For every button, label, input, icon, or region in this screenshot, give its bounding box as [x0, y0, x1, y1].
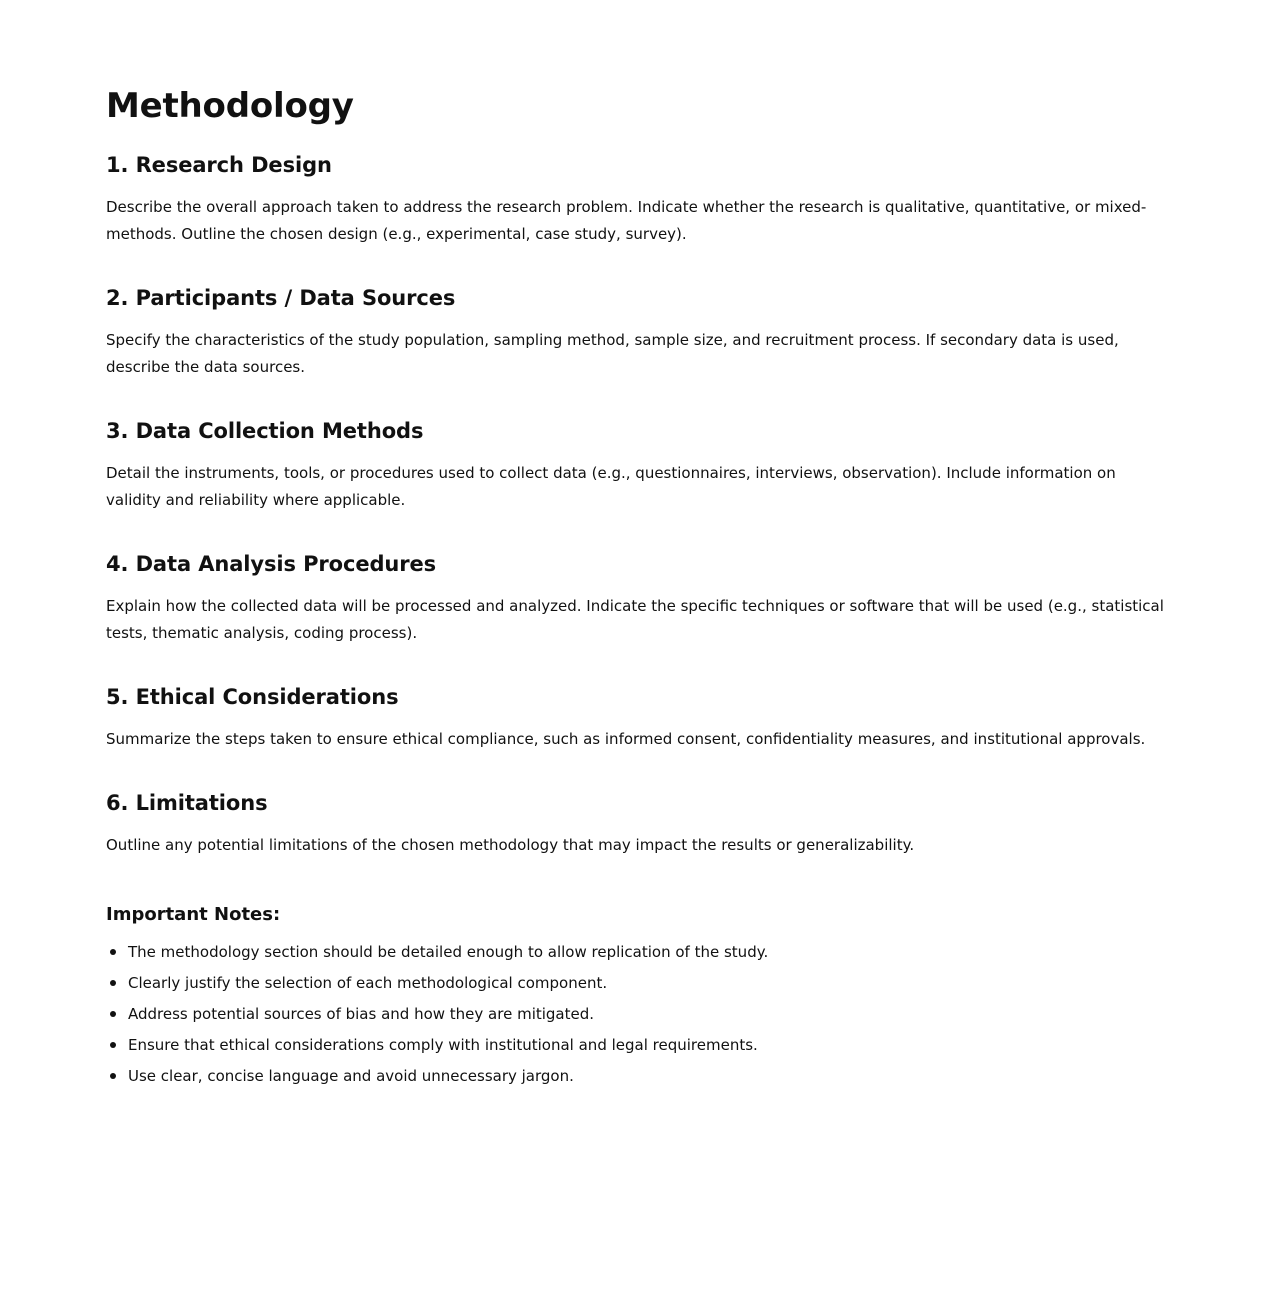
- list-item: [106, 1034, 1172, 1056]
- list-item-text: Ensure that ethical considerations comply with institutional and legal requirements.: [128, 1036, 758, 1054]
- list-item-text: Address potential sources of bias and how they are mitigated.: [128, 1005, 595, 1023]
- section-ethical-considerations: [106, 684, 1172, 753]
- bullet-icon: [110, 1011, 116, 1017]
- list-item: [106, 941, 1172, 963]
- section-limitations: [106, 790, 1172, 859]
- section-body: Explain how the collected data will be processed and analyzed. Indicate the specific techniques or software that will be used (e.g., statistical tests, thematic analysis, coding process).: [106, 597, 1164, 642]
- section-heading: 1. Research Design: [106, 153, 332, 177]
- section-heading: 2. Participants / Data Sources: [106, 286, 456, 310]
- page-title: Methodology: [106, 86, 354, 126]
- section-data-collection-methods: [106, 418, 1172, 514]
- section-heading: 6. Limitations: [106, 791, 268, 815]
- section-heading: 4. Data Analysis Procedures: [106, 552, 437, 576]
- list-item: [106, 1003, 1172, 1025]
- bullet-icon: [110, 1073, 116, 1079]
- section-participants-data-sources: [106, 285, 1172, 381]
- list-item-text: The methodology section should be detailed enough to allow replication of the study.: [128, 943, 769, 961]
- list-item: [106, 972, 1172, 994]
- section-data-analysis-procedures: [106, 551, 1172, 647]
- section-body: Describe the overall approach taken to address the research problem. Indicate whether the research is qualitative, quantitative, or mixed-methods. Outline the chosen design (e.g., experimental, case study, survey).: [106, 198, 1147, 243]
- list-item-text: Clearly justify the selection of each methodological component.: [128, 974, 608, 992]
- bullet-icon: [110, 1042, 116, 1048]
- bullet-icon: [110, 980, 116, 986]
- section-body: Detail the instruments, tools, or procedures used to collect data (e.g., questionnaires, interviews, observation). Include information on validity and reliability where applicable.: [106, 464, 1116, 509]
- section-heading: 5. Ethical Considerations: [106, 685, 399, 709]
- important-notes-list: [106, 941, 1172, 1087]
- section-body: Specify the characteristics of the study population, sampling method, sample size, and recruitment process. If secondary data is used, describe the data sources.: [106, 331, 1119, 376]
- important-notes-heading: Important Notes:: [106, 904, 281, 925]
- list-item-text: Use clear, concise language and avoid unnecessary jargon.: [128, 1067, 574, 1085]
- section-body: Summarize the steps taken to ensure ethical compliance, such as informed consent, confidentiality measures, and institutional approvals.: [106, 730, 1146, 748]
- list-item: [106, 1065, 1172, 1087]
- section-body: Outline any potential limitations of the chosen methodology that may impact the results or generalizability.: [106, 836, 915, 854]
- important-notes: [106, 903, 1172, 1087]
- section-heading: 3. Data Collection Methods: [106, 419, 424, 443]
- section-research-design: [106, 152, 1172, 248]
- bullet-icon: [110, 949, 116, 955]
